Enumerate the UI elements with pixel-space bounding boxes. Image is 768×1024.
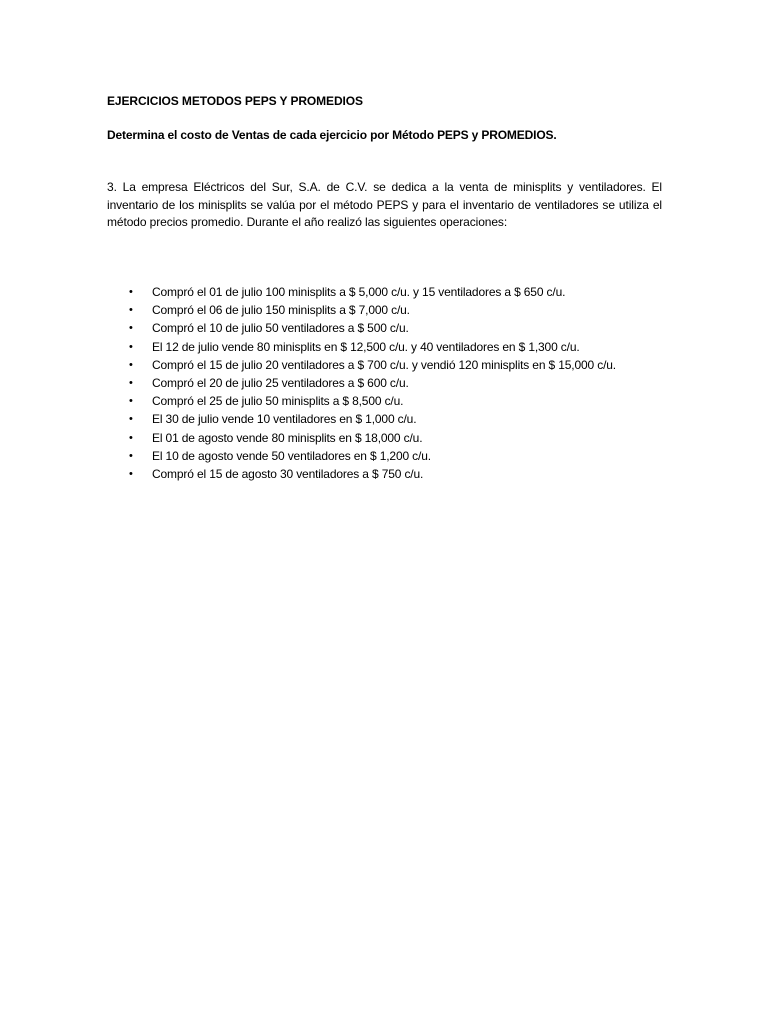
- bullet-icon: •: [129, 413, 133, 426]
- instructions: Determina el costo de Ventas de cada ejercicio por Método PEPS y PROMEDIOS.: [107, 128, 557, 142]
- exercise-statement: 3. La empresa Eléctricos del Sur, S.A. de C.V. se dedica a la venta de minisplits y ventiladores. El inventario de los minisplits se valúa por el método PEPS y para el inventario de ventiladores se utiliza el método precios promedio. Durante el año realizó las siguientes operaciones:: [107, 180, 662, 229]
- bullet-icon: •: [129, 340, 133, 353]
- document-title: EJERCICIOS METODOS PEPS Y PROMEDIOS: [107, 94, 363, 108]
- operation-text: El 30 de julio vende 10 ventiladores en $ 1,000 c/u.: [152, 412, 417, 427]
- operation-text: Compró el 01 de julio 100 minisplits a $ 5,000 c/u. y 15 ventiladores a $ 650 c/u.: [152, 285, 566, 299]
- operation-text: Compró el 15 de agosto 30 ventiladores a $ 750 c/u.: [152, 466, 424, 481]
- bullet-icon: •: [129, 358, 133, 371]
- bullet-icon: •: [129, 304, 133, 317]
- bullet-icon: •: [129, 376, 133, 389]
- bullet-icon: •: [129, 431, 133, 444]
- bullet-icon: •: [129, 467, 133, 480]
- operation-text: El 10 de agosto vende 50 ventiladores en $ 1,200 c/u.: [152, 448, 431, 463]
- operation-text: Compró el 06 de julio 150 minisplits a $ 7,000 c/u.: [152, 303, 410, 318]
- operation-text: Compró el 10 de julio 50 ventiladores a $ 500 c/u.: [152, 321, 409, 336]
- operation-text: El 12 de julio vende 80 minisplits en $ 12,500 c/u. y 40 ventiladores en $ 1,300 c/u.: [152, 339, 580, 354]
- operation-text: Compró el 15 de julio 20 ventiladores a $ 700 c/u. y vendió 120 minisplits en $ 15,000 c/u.: [152, 357, 616, 372]
- bullet-icon: •: [129, 286, 133, 298]
- operation-text: Compró el 25 de julio 50 minisplits a $ 8,500 c/u.: [152, 394, 404, 409]
- bullet-icon: •: [129, 449, 133, 462]
- operation-text: El 01 de agosto vende 80 minisplits en $ 18,000 c/u.: [152, 430, 423, 445]
- operation-text: Compró el 20 de julio 25 ventiladores a $ 600 c/u.: [152, 375, 409, 390]
- bullet-icon: •: [129, 322, 133, 335]
- bullet-icon: •: [129, 395, 133, 408]
